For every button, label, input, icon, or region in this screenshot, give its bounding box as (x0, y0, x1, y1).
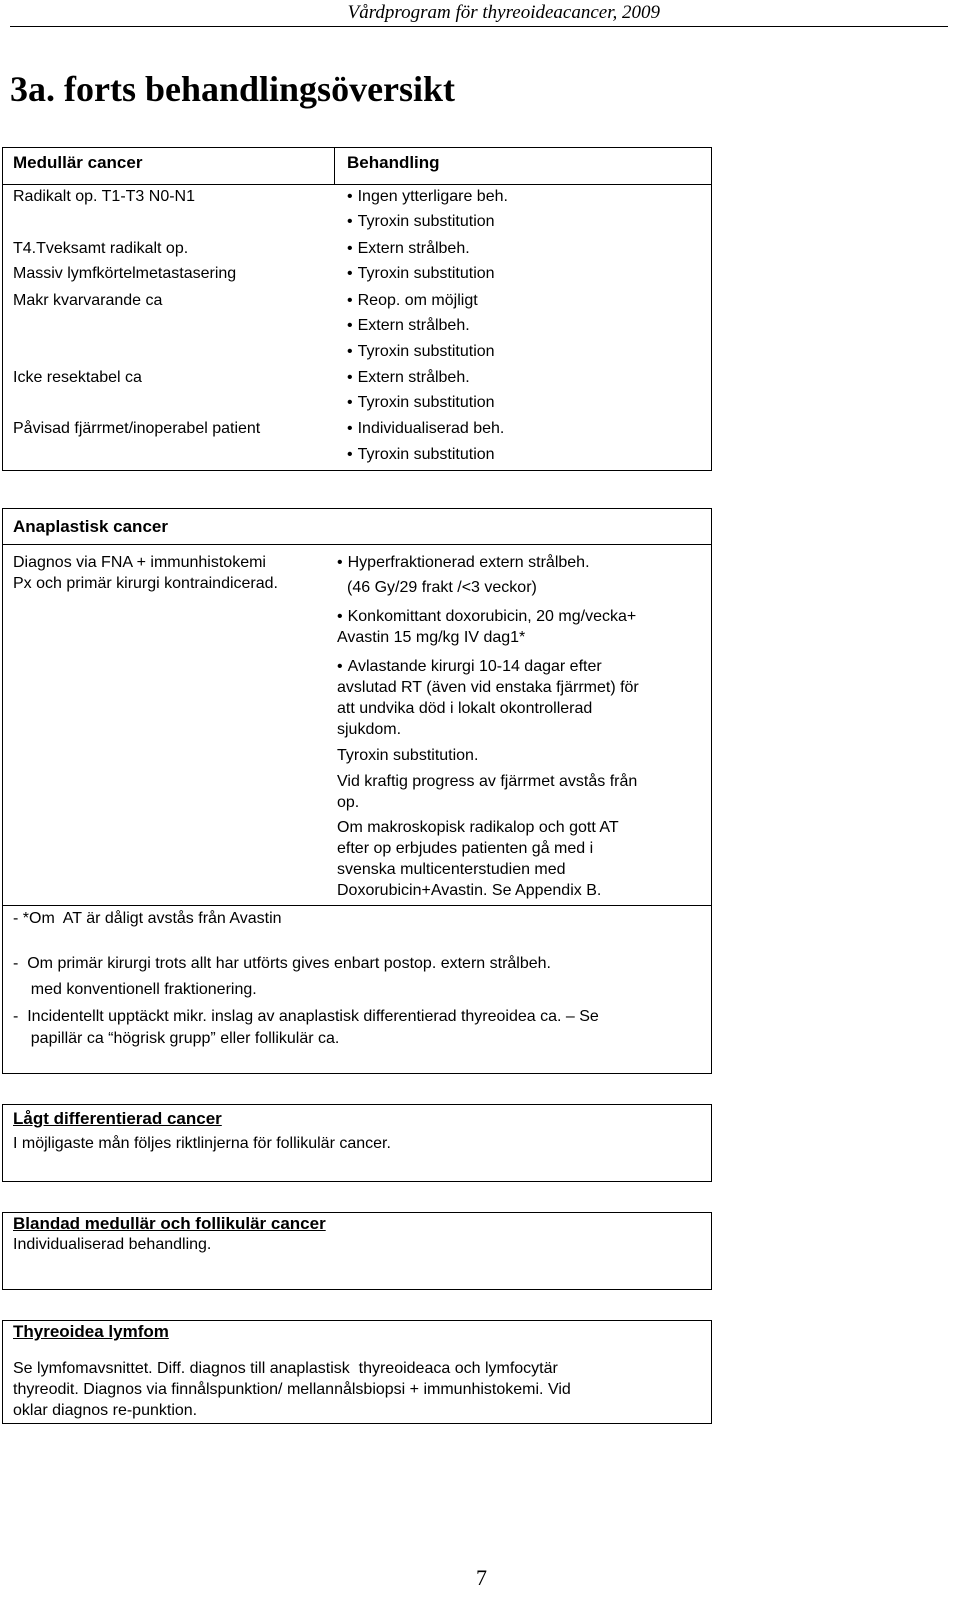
lymphoma-line: Se lymfomavsnittet. Diff. diagnos till anaplastisk thyreoideaca och lymfocytär (13, 1360, 558, 1377)
medullary-column-divider (334, 148, 335, 184)
treatment-item: • Ingen ytterligare beh. (347, 188, 508, 206)
mixed-cancer-text: Individualiserad behandling. (13, 1236, 212, 1253)
row-label: Påvisad fjärrmet/inoperabel patient (13, 420, 261, 437)
treatment-line: efter op erbjudes patienten gå med i (337, 840, 594, 857)
treatment-item: • Individualiserad beh. (347, 420, 504, 438)
treatment-line: att undvika död i lokalt okontrollerad (337, 700, 593, 717)
row-label: Massiv lymfkörtelmetastasering (13, 265, 237, 282)
low-differentiated-text: I möjligaste mån följes riktlinjerna för follikulär cancer. (13, 1135, 391, 1152)
running-header: Vårdprogram för thyreoideacancer, 2009 (347, 2, 660, 23)
low-differentiated-box (2, 1104, 712, 1182)
treatment-item: • Tyroxin substitution (347, 343, 495, 361)
diagnosis-line: Diagnos via FNA + immunhistokemi (13, 554, 266, 571)
treatment-header: Behandling (347, 153, 440, 172)
treatment-line: sjukdom. (337, 721, 402, 738)
lymphoma-header: Thyreoidea lymfom (13, 1322, 169, 1341)
anaplastic-notes-divider (3, 905, 711, 906)
treatment-item: • Tyroxin substitution (347, 265, 495, 283)
treatment-note: (46 Gy/29 frakt /<3 veckor) (347, 579, 537, 596)
treatment-item: • Tyroxin substitution (347, 446, 495, 464)
treatment-line: Om makroskopisk radikalop och gott AT (337, 819, 619, 836)
treatment-item: • Reop. om möjligt (347, 292, 478, 310)
note-line: - Incidentellt upptäckt mikr. inslag av anaplastisk differentierad thyreoidea ca. – Se (13, 1008, 599, 1025)
note-line: - Om primär kirurgi trots allt har utförts gives enbart postop. extern strålbeh. (13, 955, 551, 972)
treatment-item: • Konkomittant doxorubicin, 20 mg/vecka+ (337, 608, 636, 626)
diagnosis-line: Px och primär kirurgi kontraindicerad. (13, 575, 278, 592)
treatment-line: Doxorubicin+Avastin. Se Appendix B. (337, 882, 602, 899)
treatment-item: • Extern strålbeh. (347, 369, 470, 387)
treatment-item: • Extern strålbeh. (347, 240, 470, 258)
treatment-item: • Tyroxin substitution (347, 394, 495, 412)
treatment-line: avslutad RT (även vid enstaka fjärrmet) för (337, 679, 639, 696)
mixed-cancer-header: Blandad medullär och follikulär cancer (13, 1214, 326, 1233)
row-label: Icke resektabel ca (13, 369, 142, 386)
row-label: Makr kvarvarande ca (13, 292, 163, 309)
low-differentiated-header: Lågt differentierad cancer (13, 1109, 222, 1128)
note-line: - *Om AT är dåligt avstås från Avastin (13, 910, 282, 927)
note-line: papillär ca “högrisk grupp” eller follikulär ca. (13, 1030, 340, 1047)
medullary-cancer-header: Medullär cancer (13, 153, 143, 172)
treatment-line: Avastin 15 mg/kg IV dag1* (337, 629, 526, 646)
treatment-item: • Tyroxin substitution (347, 213, 495, 231)
treatment-line: Vid kraftig progress av fjärrmet avstås från (337, 773, 638, 790)
anaplastic-cancer-box (2, 508, 712, 1074)
treatment-line: svenska multicenterstudien med (337, 861, 566, 878)
row-label: Radikalt op. T1-T3 N0-N1 (13, 188, 195, 205)
note-line: med konventionell fraktionering. (13, 981, 257, 998)
medullary-cancer-table (2, 147, 712, 471)
anaplastic-header: Anaplastisk cancer (13, 517, 168, 536)
mixed-cancer-box (2, 1212, 712, 1290)
medullary-header-divider (3, 184, 711, 185)
treatment-item: • Hyperfraktionerad extern strålbeh. (337, 554, 590, 572)
page-title: 3a. forts behandlingsöversikt (10, 69, 456, 109)
treatment-line: Tyroxin substitution. (337, 747, 479, 764)
lymphoma-line: oklar diagnos re-punktion. (13, 1402, 198, 1419)
treatment-item: • Extern strålbeh. (347, 317, 470, 335)
lymphoma-line: thyreodit. Diagnos via finnålspunktion/ mellannålsbiopsi + immunhistokemi. Vid (13, 1381, 571, 1398)
page-number: 7 (476, 1565, 487, 1590)
row-label: T4.Tveksamt radikalt op. (13, 240, 189, 257)
header-rule (10, 26, 948, 27)
treatment-line: op. (337, 794, 360, 811)
lymphoma-box (2, 1320, 712, 1424)
anaplastic-header-divider (3, 544, 711, 545)
treatment-item: • Avlastande kirurgi 10-14 dagar efter (337, 658, 602, 676)
